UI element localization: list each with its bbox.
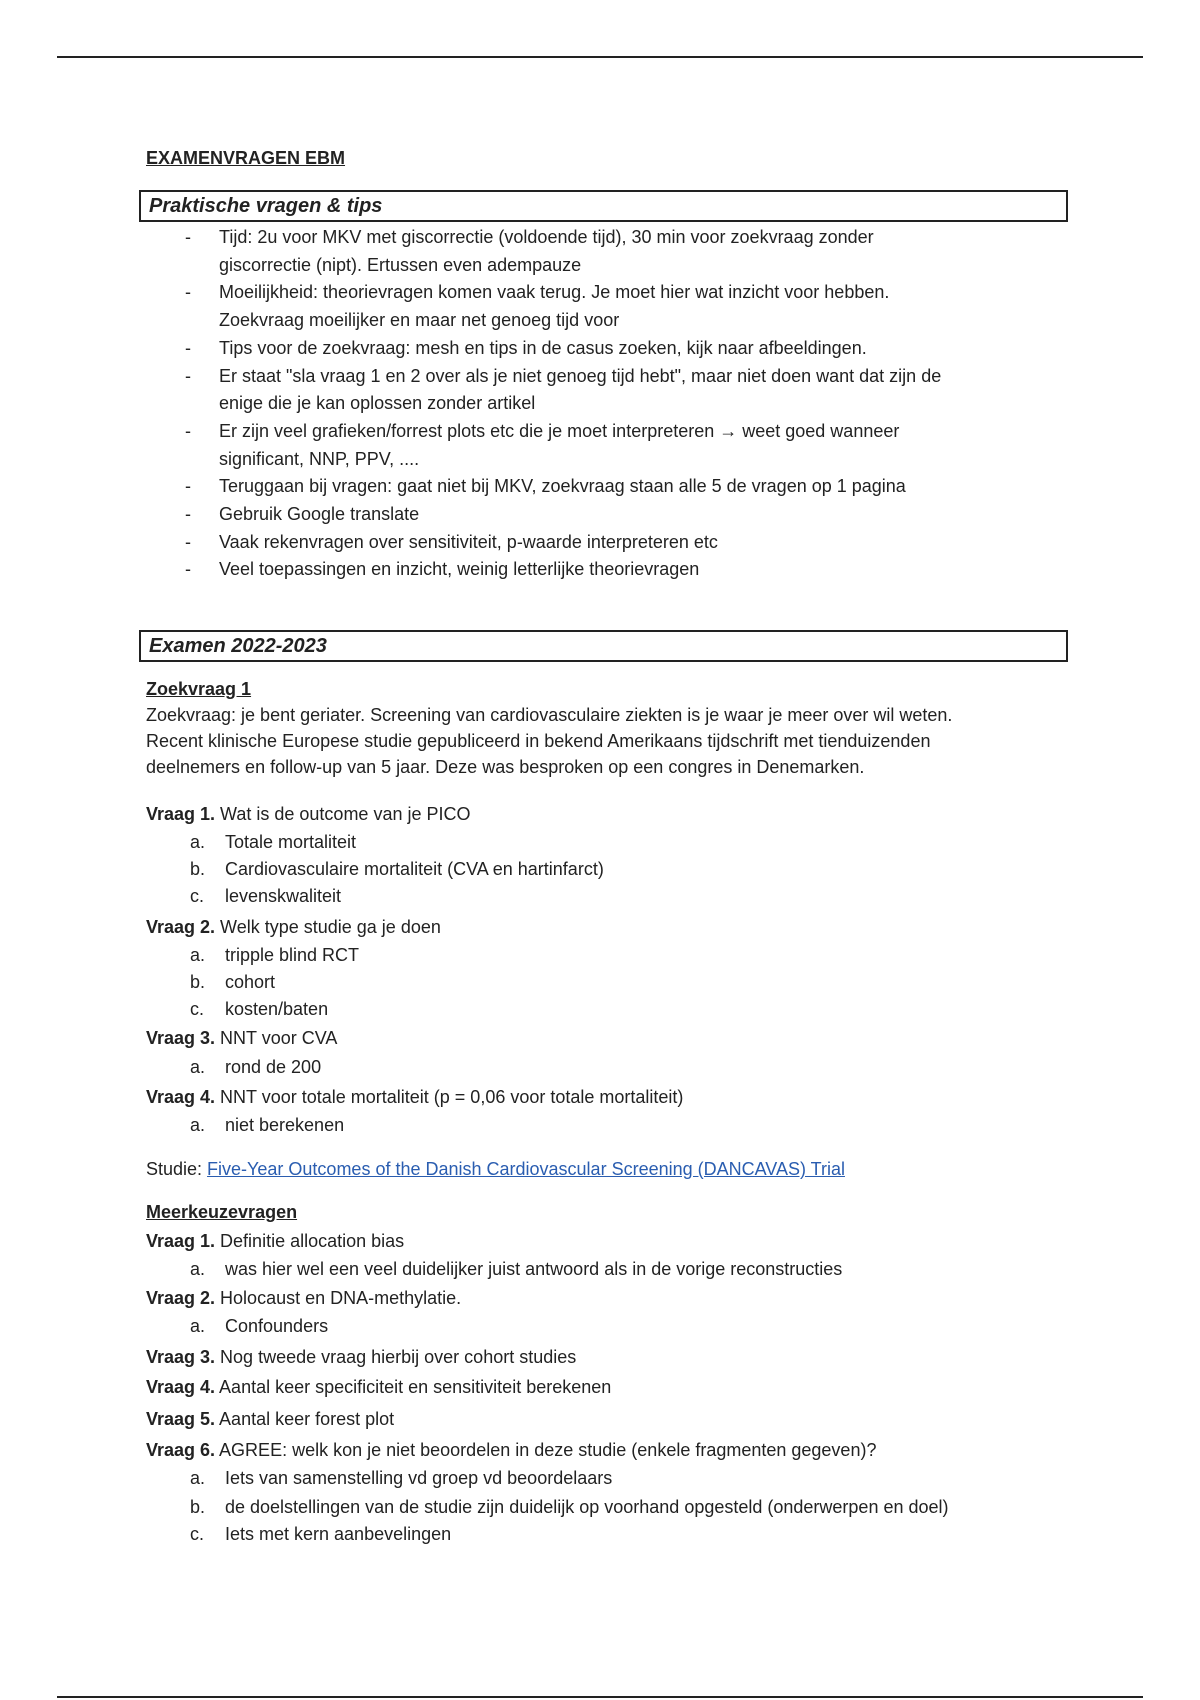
question-label: Vraag 1. <box>146 1231 216 1251</box>
option-text: was hier wel een veel duidelijker juist antwoord als in de vorige reconstructies <box>225 1259 843 1279</box>
question <box>146 1376 611 1398</box>
question-text: AGREE: welk kon je niet beoordelen in deze studie (enkele fragmenten gegeven)? <box>215 1440 877 1460</box>
option-letter: b. <box>190 972 206 992</box>
zoekvraag-line: deelnemers en follow-up van 5 jaar. Deze was besproken op een congres in Denemarken. <box>146 757 865 777</box>
question <box>146 1230 404 1252</box>
option-text: niet berekenen <box>225 1115 345 1135</box>
question-text: Nog tweede vraag hierbij over cohort studies <box>215 1347 577 1367</box>
zoekvraag-line: Recent klinische Europese studie gepubliceerd in bekend Amerikaans tijdschrift met tienduizenden <box>146 731 931 751</box>
tip-text: Tijd: 2u voor MKV met giscorrectie (voldoende tijd), 30 min voor zoekvraag zonder <box>219 227 874 247</box>
bullet-dash: - <box>185 282 191 303</box>
question-text: Aantal keer forest plot <box>215 1409 395 1429</box>
question <box>146 916 441 938</box>
question-text: NNT voor CVA <box>215 1028 338 1048</box>
question <box>146 1287 461 1309</box>
option-letter: a. <box>190 945 206 965</box>
tip-text: Teruggaan bij vragen: gaat niet bij MKV, zoekvraag staan alle 5 de vragen op 1 pagina <box>219 476 906 497</box>
option-letter: b. <box>190 1497 206 1517</box>
question <box>146 1027 337 1049</box>
question-text: Wat is de outcome van je PICO <box>215 804 471 824</box>
header-rule <box>57 56 1143 58</box>
tip-text: Vaak rekenvragen over sensitiviteit, p-waarde interpreteren etc <box>219 531 718 552</box>
option-text: cohort <box>225 972 276 992</box>
section-heading: Examen 2022-2023 <box>149 635 327 657</box>
bullet-dash: - <box>185 476 191 497</box>
option-text: tripple blind RCT <box>225 945 360 965</box>
option-text: Totale mortaliteit <box>225 832 357 852</box>
question-text: Holocaust en DNA-methylatie. <box>215 1288 462 1308</box>
footer-rule <box>57 1696 1143 1698</box>
option-text: kosten/baten <box>225 999 329 1019</box>
question-label: Vraag 1. <box>146 804 216 824</box>
bullet-dash: - <box>185 227 191 247</box>
bullet-dash: - <box>185 420 191 441</box>
section-heading: Praktische vragen & tips <box>149 195 383 217</box>
question <box>146 803 470 825</box>
option-letter: a. <box>190 1259 206 1279</box>
section-box-tips <box>139 190 1068 222</box>
bullet-dash: - <box>185 365 191 386</box>
question-label: Vraag 5. <box>146 1409 216 1429</box>
question-label: Vraag 4. <box>146 1377 216 1397</box>
question-label: Vraag 3. <box>146 1028 216 1048</box>
tip-text: Gebruik Google translate <box>219 504 420 524</box>
question-label: Vraag 4. <box>146 1087 216 1107</box>
option-text: Confounders <box>225 1316 329 1336</box>
tip-text: Er zijn veel grafieken/forrest plots etc die je moet interpreteren → weet goed wanneer <box>219 420 900 441</box>
option-letter: a. <box>190 1316 206 1336</box>
question <box>146 1086 683 1108</box>
option-letter: a. <box>190 1115 206 1135</box>
option-text: Iets van samenstelling vd groep vd beoordelaars <box>225 1468 613 1488</box>
option-letter: a. <box>190 832 206 852</box>
bullet-dash: - <box>185 559 191 580</box>
option-text: Cardiovasculaire mortaliteit (CVA en hartinfarct) <box>225 859 604 879</box>
question-label: Vraag 6. <box>146 1440 216 1460</box>
tip-text: Tips voor de zoekvraag: mesh en tips in de casus zoeken, kijk naar afbeeldingen. <box>219 337 867 358</box>
question-label: Vraag 2. <box>146 917 216 937</box>
tip-text: Er staat "sla vraag 1 en 2 over als je niet genoeg tijd hebt", maar niet doen want dat zijn de <box>219 365 942 386</box>
studie-label: Studie: <box>146 1159 208 1179</box>
question <box>146 1346 576 1368</box>
tip-text: enige die je kan oplossen zonder artikel <box>219 393 536 414</box>
option-letter: c. <box>190 886 205 906</box>
tip-text: Moeilijkheid: theorievragen komen vaak terug. Je moet hier wat inzicht voor hebben. <box>219 282 890 303</box>
zoekvraag-line: Zoekvraag: je bent geriater. Screening van cardiovasculaire ziekten is je waar je meer over wil weten. <box>146 705 953 725</box>
tip-text: significant, NNP, PPV, .... <box>219 448 420 469</box>
option-letter: c. <box>190 1524 205 1544</box>
option-text: de doelstellingen van de studie zijn duidelijk op voorhand opgesteld (onderwerpen en doel) <box>225 1497 949 1517</box>
tip-text: Zoekvraag moeilijker en maar net genoeg tijd voor <box>219 310 620 331</box>
question <box>146 1408 394 1430</box>
question-text: Welk type studie ga je doen <box>215 917 441 937</box>
question-label: Vraag 3. <box>146 1347 216 1367</box>
section-box-exam <box>139 630 1068 662</box>
question-text: Aantal keer specificiteit en sensitiviteit berekenen <box>215 1377 612 1397</box>
option-letter: a. <box>190 1468 206 1488</box>
studie-link[interactable]: Five-Year Outcomes of the Danish Cardiovascular Screening (DANCAVAS) Trial <box>207 1159 845 1179</box>
bullet-dash: - <box>185 504 191 524</box>
question <box>146 1439 876 1461</box>
question-text: Definitie allocation bias <box>215 1231 405 1251</box>
question-text: NNT voor totale mortaliteit (p = 0,06 voor totale mortaliteit) <box>215 1087 684 1107</box>
tip-text: giscorrectie (nipt). Ertussen even adempauze <box>219 254 582 275</box>
zoekvraag-title: Zoekvraag 1 <box>146 679 252 699</box>
tip-text: Veel toepassingen en inzicht, weinig letterlijke theorievragen <box>219 559 700 580</box>
bullet-dash: - <box>185 337 191 358</box>
question-label: Vraag 2. <box>146 1288 216 1308</box>
bullet-dash: - <box>185 531 191 552</box>
mkv-title: Meerkeuzevragen <box>146 1202 298 1222</box>
option-text: Iets met kern aanbevelingen <box>225 1524 452 1544</box>
option-text: levenskwaliteit <box>225 886 342 906</box>
option-letter: b. <box>190 859 206 879</box>
option-letter: c. <box>190 999 205 1019</box>
option-text: rond de 200 <box>225 1057 322 1077</box>
studie-line <box>146 1158 845 1180</box>
option-letter: a. <box>190 1057 206 1077</box>
document-title: EXAMENVRAGEN EBM <box>146 148 346 168</box>
